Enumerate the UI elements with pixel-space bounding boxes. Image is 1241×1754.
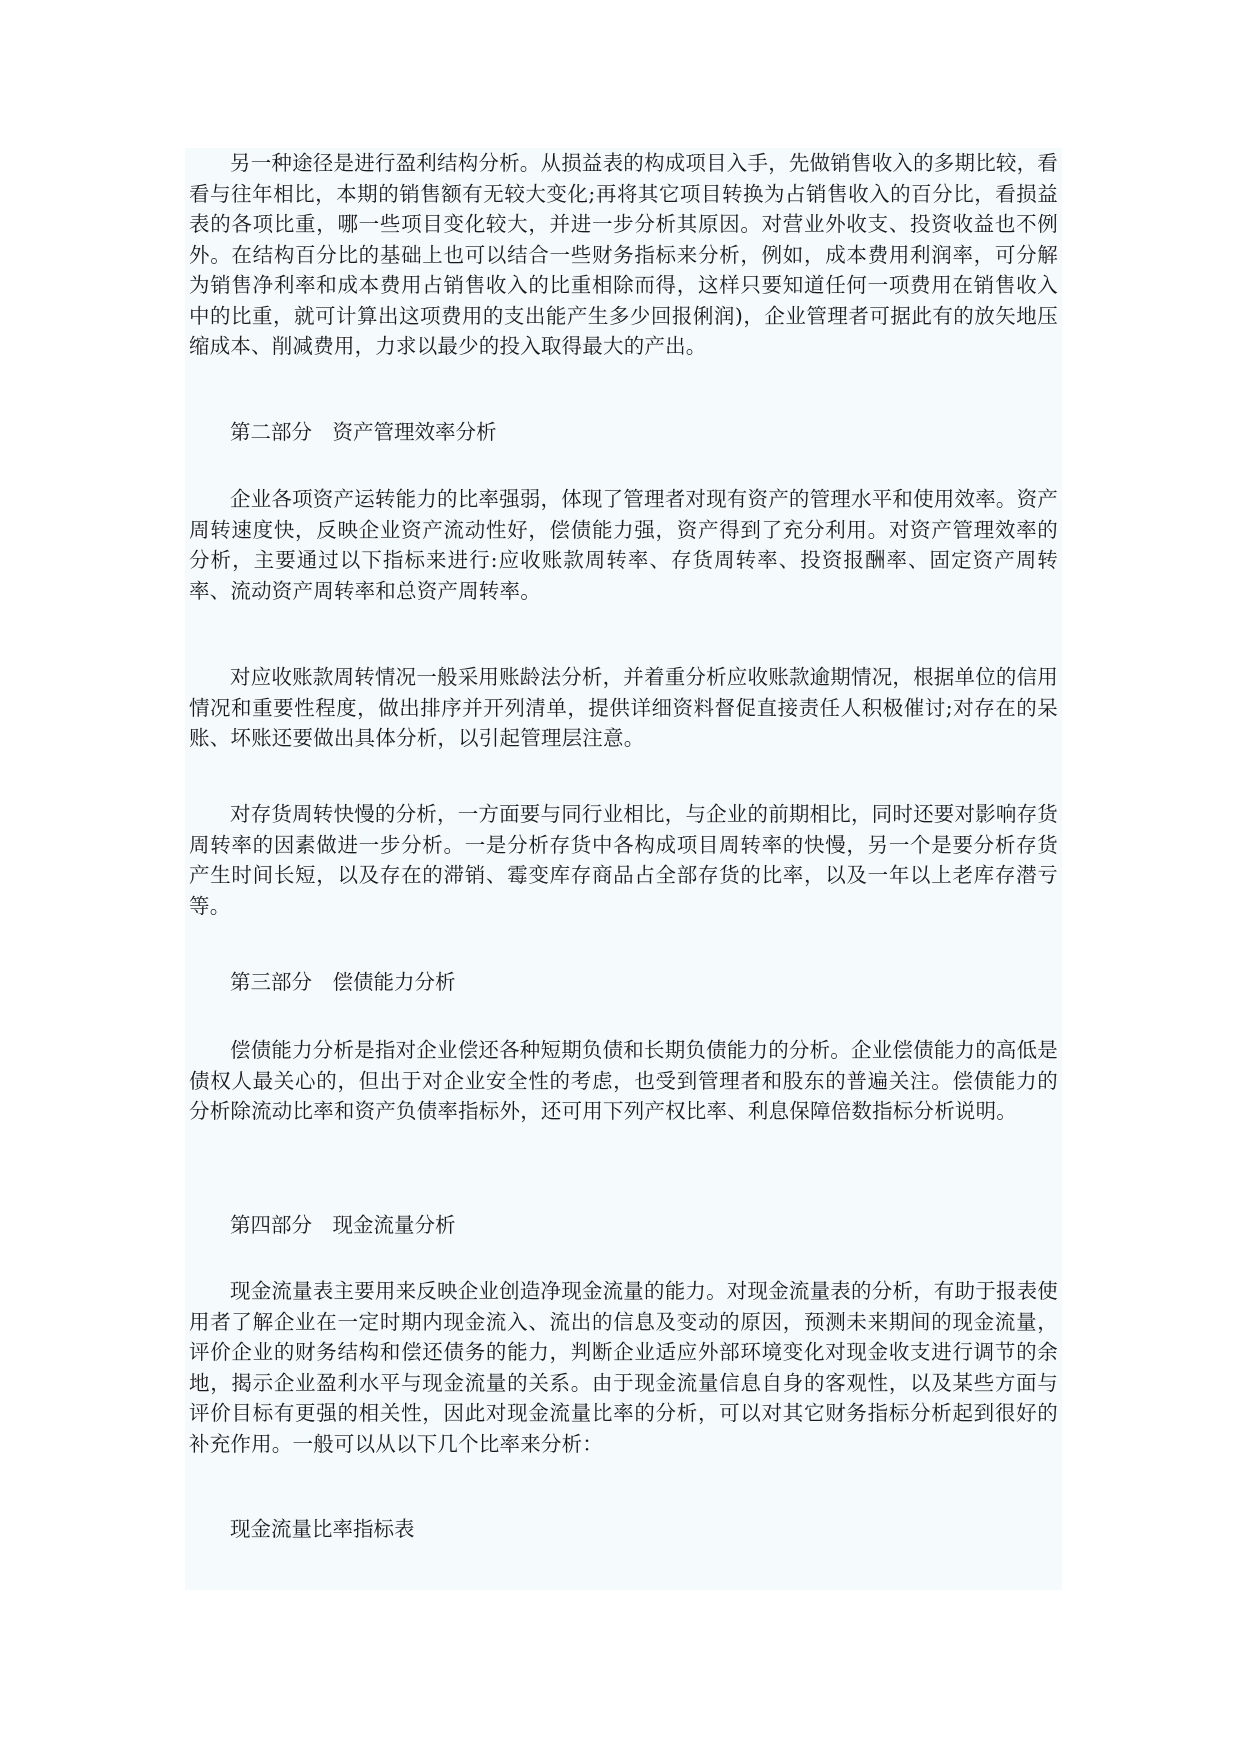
section-heading-cash-flow: 第四部分 现金流量分析 xyxy=(230,1213,456,1237)
document-body xyxy=(185,148,1062,1590)
section-heading-solvency: 第三部分 偿债能力分析 xyxy=(230,970,456,994)
paragraph-solvency: 偿债能力分析是指对企业偿还各种短期负债和长期负债能力的分析。企业偿债能力的高低是债权人最关心的，但出于对企业安全性的考虑，也受到管理者和股东的普遍关注。偿债能力的分析除流动比率和资产负债率指标外，还可用下列产权比率、利息保障倍数指标分析说明。 xyxy=(189,1038,1058,1123)
paragraph-profit-structure: 另一种途径是进行盈利结构分析。从损益表的构成项目入手，先做销售收入的多期比较，看看与往年相比，本期的销售额有无较大变化;再将其它项目转换为占销售收入的百分比，看损益表的各项比重，哪一些项目变化较大，并进一步分析其原因。对营业外收支、投资收益也不例外。在结构百分比的基础上也可以结合一些财务指标来分析，例如，成本费用利润率，可分解为销售净利率和成本费用占销售收入的比重相除而得，这样只要知道任何一项费用在销售收入中的比重，就可计算出这项费用的支出能产生多少回报俐润)，企业管理者可据此有的放矢地压缩成本、削减费用，力求以最少的投入取得最大的产出。 xyxy=(189,151,1058,358)
paragraph-asset-turnover: 企业各项资产运转能力的比率强弱，体现了管理者对现有资产的管理水平和使用效率。资产周转速度快，反映企业资产流动性好，偿债能力强，资产得到了充分利用。对资产管理效率的分析，主要通过以下指标来进行:应收账款周转率、存货周转率、投资报酬率、固定资产周转率、流动资产周转率和总资产周转率。 xyxy=(189,487,1058,603)
paragraph-inventory: 对存货周转快慢的分析，一方面要与同行业相比，与企业的前期相比，同时还要对影响存货周转率的因素做进一步分析。一是分析存货中各构成项目周转率的快慢，另一个是要分析存货产生时间长短，以及存在的滞销、霉变库存商品占全部存货的比率，以及一年以上老库存潜亏等。 xyxy=(189,802,1058,918)
paragraph-receivables: 对应收账款周转情况一般采用账龄法分析，并着重分析应收账款逾期情况，根据单位的信用情况和重要性程度，做出排序并开列清单，提供详细资料督促直接责任人积极催讨;对存在的呆账、坏账还要做出具体分析，以引起管理层注意。 xyxy=(189,665,1058,750)
table-heading-cash-flow-ratios: 现金流量比率指标表 xyxy=(230,1517,415,1541)
section-heading-asset-efficiency: 第二部分 资产管理效率分析 xyxy=(230,420,497,444)
paragraph-cash-flow: 现金流量表主要用来反映企业创造净现金流量的能力。对现金流量表的分析，有助于报表使用者了解企业在一定时期内现金流入、流出的信息及变动的原因，预测未来期间的现金流量，评价企业的财务结构和偿还债务的能力，判断企业适应外部环境变化对现金收支进行调节的余地，揭示企业盈利水平与现金流量的关系。由于现金流量信息自身的客观性，以及某些方面与评价目标有更强的相关性，因此对现金流量比率的分析，可以对其它财务指标分析起到很好的补充作用。一般可以从以下几个比率来分析： xyxy=(189,1279,1058,1456)
